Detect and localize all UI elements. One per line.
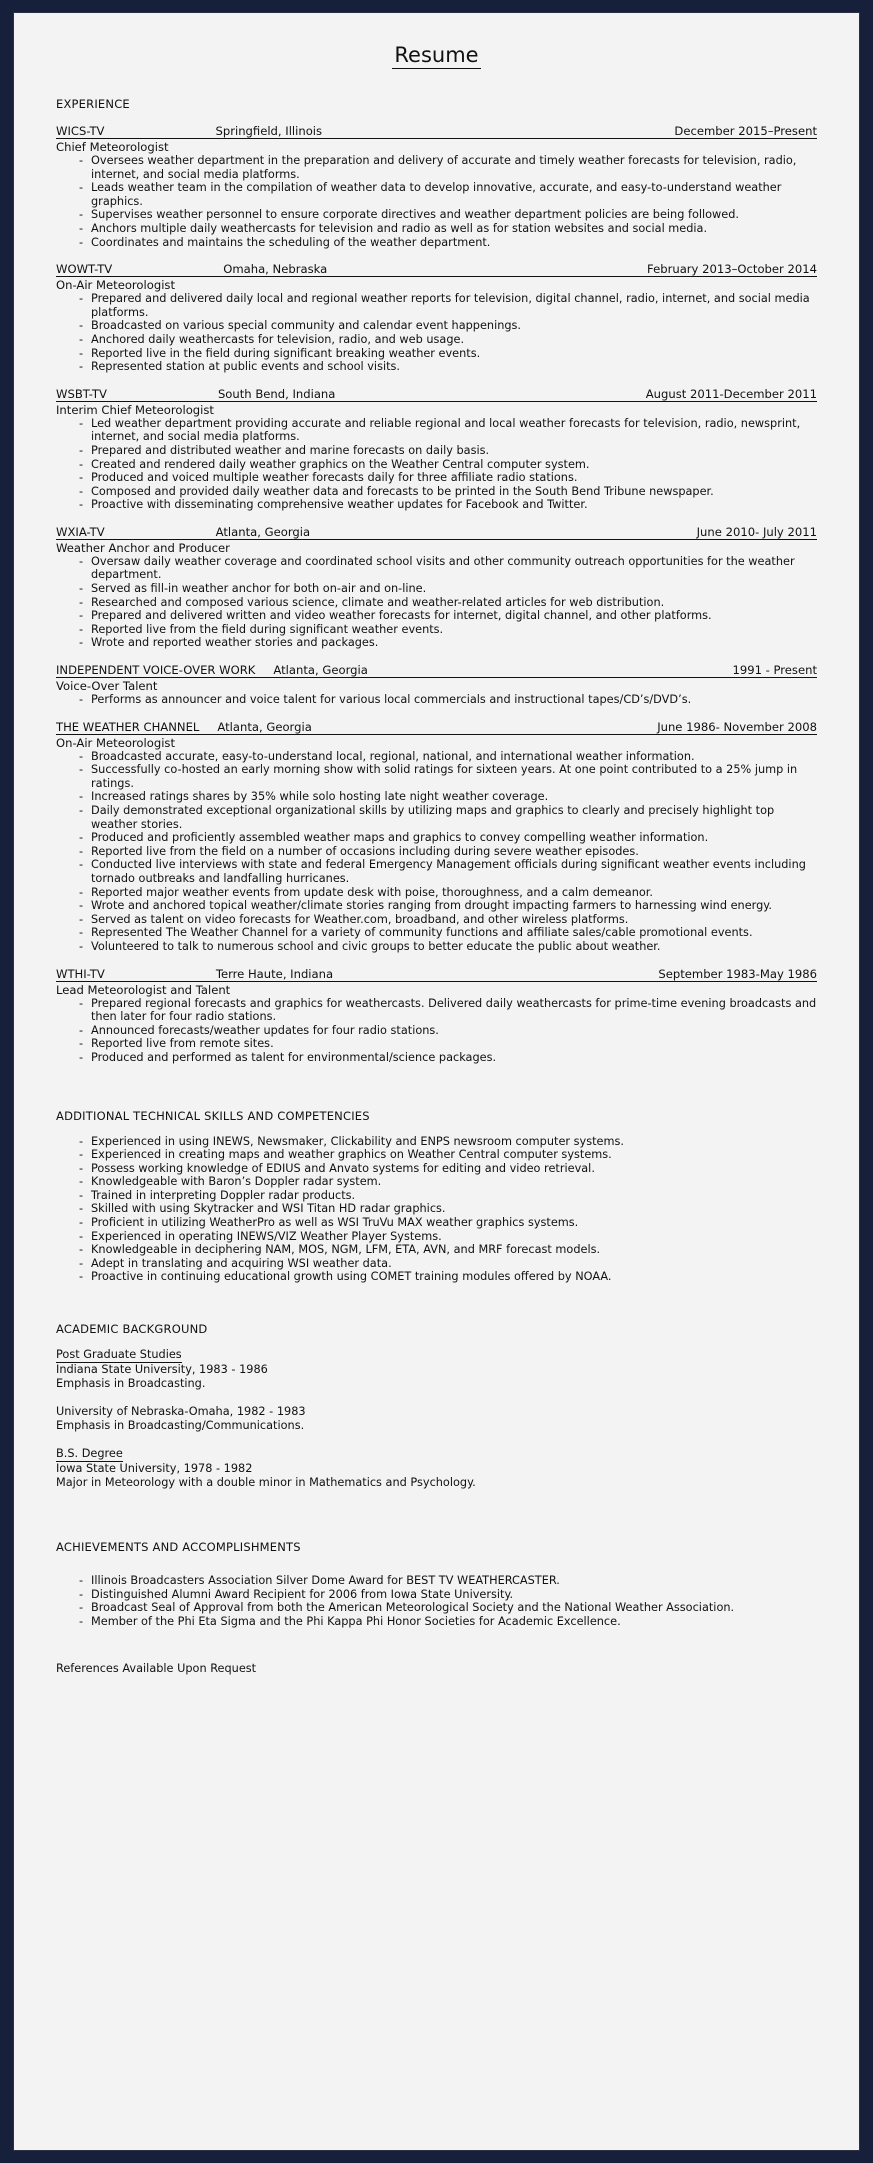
experience-entry-header	[56, 663, 817, 678]
job-bullet: - Represented station at public events and school visits.	[78, 360, 817, 374]
employer-location: Omaha, Nebraska	[223, 262, 328, 277]
job-bullet-list	[56, 417, 817, 512]
academic-degree: B.S. Degree	[56, 1447, 123, 1461]
job-bullet: - Produced and proficiently assembled weather maps and graphics to convey compelling weather information.	[78, 831, 817, 845]
academic-degree: Post Graduate Studies	[56, 1348, 182, 1362]
experience-entry-header	[56, 387, 817, 402]
job-bullet-list	[56, 292, 817, 374]
employer-name: WOWT-TV	[56, 262, 113, 277]
achievements-list	[56, 1574, 817, 1628]
spacer	[56, 1284, 817, 1314]
skill-item: - Experienced in using INEWS, Newsmaker, Clickability and ENPS newsroom computer systems.	[78, 1135, 817, 1149]
spacer	[56, 1504, 817, 1534]
experience-entry-header	[56, 262, 817, 277]
job-bullet: - Reported major weather events from update desk with poise, thoroughness, and a calm demeanor.	[78, 886, 817, 900]
job-bullet: - Daily demonstrated exceptional organizational skills by utilizing maps and graphics to clearly and precisely highlight top weather stories.	[78, 804, 817, 831]
job-bullet: - Coordinates and maintains the scheduling of the weather department.	[78, 236, 817, 250]
achievement-item: - Broadcast Seal of Approval from both the American Meteorological Society and the National Weather Association.	[78, 1601, 817, 1615]
job-bullet: - Reported live from the field on a number of occasions including during severe weather episodes.	[78, 845, 817, 859]
job-bullet: - Proactive with disseminating comprehensive weather updates for Facebook and Twitter.	[78, 498, 817, 512]
job-bullet-list	[56, 693, 817, 707]
experience-entry	[56, 124, 817, 249]
job-bullet: - Wrote and anchored topical weather/climate stories ranging from drought impacting farmers to harnessing wind energy.	[78, 899, 817, 913]
experience-entry	[56, 663, 817, 707]
job-bullet: - Represented The Weather Channel for a variety of community functions and affiliate sales/cable promotional events.	[78, 926, 817, 940]
academic-entry	[56, 1405, 817, 1433]
job-bullet: - Volunteered to talk to numerous school and civic groups to better educate the public about weather.	[78, 940, 817, 954]
employment-dates: June 1986- November 2008	[657, 719, 817, 734]
job-bullet: - Oversees weather department in the preparation and delivery of accurate and timely weather forecasts for television, radio, internet, and social media platforms.	[78, 154, 817, 181]
job-bullet: - Oversaw daily weather coverage and coordinated school visits and other community outreach opportunities for the weather department.	[78, 555, 817, 582]
skill-item: - Possess working knowledge of EDIUS and Anvato systems for editing and video retrieval.	[78, 1162, 817, 1176]
employment-dates: September 1983-May 1986	[658, 966, 817, 981]
job-bullet: - Wrote and reported weather stories and packages.	[78, 636, 817, 650]
job-bullet: - Supervises weather personnel to ensure corporate directives and weather department policies are being followed.	[78, 208, 817, 222]
job-bullet-list	[56, 555, 817, 650]
employer-name: THE WEATHER CHANNEL	[56, 719, 200, 734]
employer-location: Atlanta, Georgia	[215, 524, 311, 539]
achievement-item: - Illinois Broadcasters Association Silver Dome Award for BEST TV WEATHERCASTER.	[78, 1574, 817, 1588]
job-bullet: - Broadcasted on various special community and calendar event happenings.	[78, 319, 817, 333]
employer-name: WTHI-TV	[56, 966, 105, 981]
employer-name: WICS-TV	[56, 124, 105, 138]
skill-item: - Adept in translating and acquiring WSI weather data.	[78, 1257, 817, 1271]
job-bullet: - Reported live in the field during significant breaking weather events.	[78, 347, 817, 361]
skill-item: - Knowledgeable with Baron’s Doppler radar system.	[78, 1175, 817, 1189]
spacer	[56, 1065, 817, 1095]
spacer	[56, 1336, 817, 1348]
experience-entry-header	[56, 525, 817, 540]
experience-entry-header	[56, 967, 817, 982]
academic-detail: Major in Meteorology with a double minor in Mathematics and Psychology.	[56, 1476, 476, 1490]
job-bullet: - Composed and provided daily weather data and forecasts to be printed in the South Bend Tribune newspaper.	[78, 485, 817, 499]
job-title: On-Air Meteorologist	[56, 278, 175, 293]
job-bullet: - Conducted live interviews with state and federal Emergency Management officials during significant weather events including tornado outbreaks and landfalling hurricanes.	[78, 858, 817, 885]
job-bullet: - Performs as announcer and voice talent for various local commercials and instructional tapes/CD’s/DVD’s.	[78, 693, 817, 707]
page-title-text: Resume	[394, 43, 479, 67]
academic-detail: Emphasis in Broadcasting/Communications.	[56, 1419, 305, 1433]
skill-item: - Skilled with using Skytracker and WSI Titan HD radar graphics.	[78, 1202, 817, 1216]
section-heading-achievements: ACHIEVEMENTS AND ACCOMPLISHMENTS	[56, 1540, 301, 1555]
job-bullet: - Broadcasted accurate, easy-to-understand local, regional, national, and international weather information.	[78, 750, 817, 764]
job-title: Voice-Over Talent	[56, 679, 158, 694]
job-bullet: - Reported live from remote sites.	[78, 1037, 817, 1051]
employment-dates: August 2011-December 2011	[645, 386, 817, 401]
employer-name: INDEPENDENT VOICE-OVER WORK	[56, 663, 256, 678]
academic-detail: Emphasis in Broadcasting.	[56, 1377, 206, 1391]
skill-item: - Experienced in operating INEWS/VIZ Weather Player Systems.	[78, 1230, 817, 1244]
section-heading-skills: ADDITIONAL TECHNICAL SKILLS AND COMPETENCIES	[56, 1108, 370, 1123]
employer-location: Springfield, Illinois	[215, 124, 323, 138]
job-bullet: - Served as talent on video forecasts for Weather.com, broadband, and other wireless platforms.	[78, 913, 817, 927]
job-bullet: - Produced and performed as talent for environmental/science packages.	[78, 1051, 817, 1065]
academic-school: University of Nebraska-Omaha, 1982 - 1983	[56, 1405, 306, 1419]
job-bullet-list	[56, 154, 817, 249]
employer-location: Atlanta, Georgia	[217, 719, 312, 734]
experience-list	[56, 124, 817, 1065]
experience-entry	[56, 525, 817, 650]
job-title: On-Air Meteorologist	[56, 735, 175, 750]
skills-list	[56, 1135, 817, 1285]
experience-entry	[56, 967, 817, 1065]
job-bullet-list	[56, 750, 817, 954]
job-bullet: - Prepared and distributed weather and marine forecasts on daily basis.	[78, 444, 817, 458]
job-title: Lead Meteorologist and Talent	[56, 982, 231, 997]
job-bullet: - Reported live from the field during significant weather events.	[78, 623, 817, 637]
job-title: Interim Chief Meteorologist	[56, 402, 214, 417]
page-title	[56, 43, 817, 67]
job-bullet: - Created and rendered daily weather graphics on the Weather Central computer system.	[78, 458, 817, 472]
academic-school: Indiana State University, 1983 - 1986	[56, 1363, 268, 1377]
employer-name: WXIA-TV	[56, 524, 105, 539]
employment-dates: 1991 - Present	[732, 663, 817, 678]
job-bullet: - Anchored daily weathercasts for television, radio, and web usage.	[78, 333, 817, 347]
job-bullet: - Anchors multiple daily weathercasts for television and radio as well as for station websites and social media.	[78, 222, 817, 236]
experience-entry-header	[56, 124, 817, 139]
achievement-item: - Member of the Phi Eta Sigma and the Phi Kappa Phi Honor Societies for Academic Excellence.	[78, 1615, 817, 1629]
job-title: Chief Meteorologist	[56, 140, 169, 154]
job-bullet: - Increased ratings shares by 35% while solo hosting late night weather coverage.	[78, 790, 817, 804]
job-bullet: - Served as fill-in weather anchor for both on-air and on-line.	[78, 582, 817, 596]
spacer	[56, 1123, 817, 1135]
employer-location: Terre Haute, Indiana	[215, 966, 334, 981]
experience-entry	[56, 720, 817, 954]
experience-entry	[56, 387, 817, 512]
job-bullet: - Led weather department providing accurate and reliable regional and local weather forecasts for television, radio, newsprint, internet, and social media platforms.	[78, 417, 817, 444]
job-bullet-list	[56, 997, 817, 1065]
job-bullet: - Produced and voiced multiple weather forecasts daily for three affiliate radio stations.	[78, 471, 817, 485]
section-heading-experience: EXPERIENCE	[56, 97, 130, 111]
employer-name: WSBT-TV	[56, 386, 107, 401]
spacer	[56, 1554, 817, 1574]
experience-entry	[56, 262, 817, 374]
job-bullet: - Researched and composed various science, climate and weather-related articles for web distribution.	[78, 596, 817, 610]
skill-item: - Proficient in utilizing WeatherPro as well as WSI TruVu MAX weather graphics systems.	[78, 1216, 817, 1230]
section-heading-academic: ACADEMIC BACKGROUND	[56, 1322, 208, 1337]
skill-item: - Knowledgeable in deciphering NAM, MOS, NGM, LFM, ETA, AVN, and MRF forecast models.	[78, 1243, 817, 1257]
job-bullet: - Announced forecasts/weather updates for four radio stations.	[78, 1024, 817, 1038]
references-note: References Available Upon Request	[56, 1662, 257, 1676]
academic-entry	[56, 1447, 817, 1490]
job-bullet: - Prepared and delivered written and video weather forecasts for internet, digital channel, and other platforms.	[78, 609, 817, 623]
job-bullet: - Prepared regional forecasts and graphics for weathercasts. Delivered daily weathercasts for prime-time evening broadcasts and then later for four radio stations.	[78, 997, 817, 1024]
achievement-item: - Distinguished Alumni Award Recipient for 2006 from Iowa State University.	[78, 1588, 817, 1602]
employer-location: Atlanta, Georgia	[273, 663, 368, 678]
employer-location: South Bend, Indiana	[217, 386, 336, 401]
job-title: Weather Anchor and Producer	[56, 540, 230, 555]
job-bullet: - Prepared and delivered daily local and regional weather reports for television, digital channel, radio, internet, and social media platforms.	[78, 292, 817, 319]
academic-school: Iowa State University, 1978 - 1982	[56, 1462, 253, 1476]
employment-dates: February 2013–October 2014	[647, 262, 817, 277]
academic-entry	[56, 1348, 817, 1391]
job-bullet: - Leads weather team in the compilation of weather data to develop innovative, accurate, and easy-to-understand weather graphics.	[78, 181, 817, 208]
job-bullet: - Successfully co-hosted an early morning show with solid ratings for sixteen years. At one point contributed to a 25% jump in ratings.	[78, 763, 817, 790]
skill-item: - Trained in interpreting Doppler radar products.	[78, 1189, 817, 1203]
employment-dates: December 2015–Present	[674, 124, 817, 138]
employment-dates: June 2010- July 2011	[696, 524, 817, 539]
experience-entry-header	[56, 720, 817, 735]
resume-sheet	[13, 12, 860, 2151]
academic-list	[56, 1348, 817, 1490]
skill-item: - Experienced in creating maps and weather graphics on Weather Central computer systems.	[78, 1148, 817, 1162]
skill-item: - Proactive in continuing educational growth using COMET training modules offered by NOAA.	[78, 1270, 817, 1284]
